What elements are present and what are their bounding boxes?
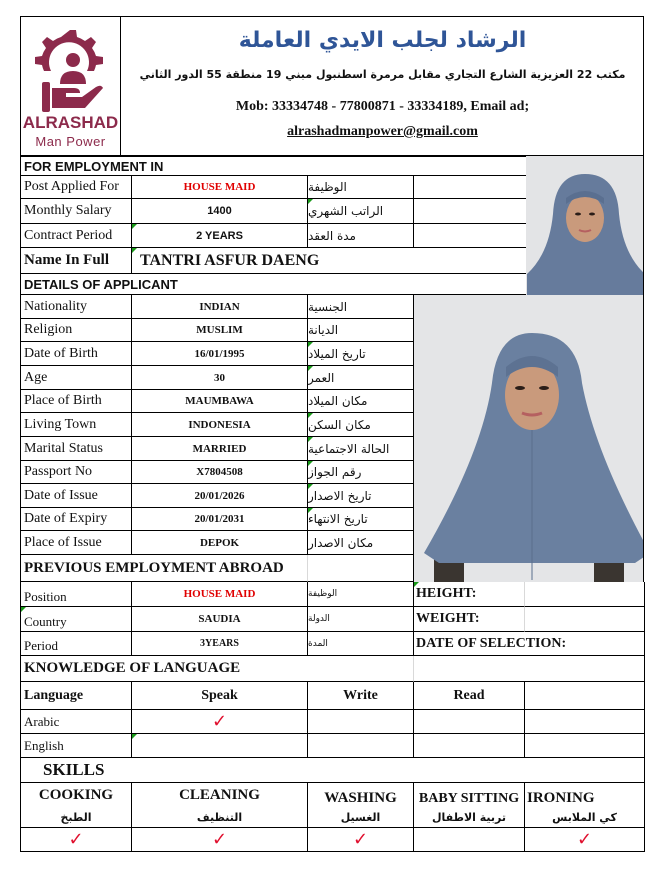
empty-cell (414, 199, 527, 224)
skill-baby-sitting: BABY SITTING (414, 783, 525, 807)
section-title: FOR EMPLOYMENT IN (21, 157, 527, 176)
field-label-arabic: الوظيفة (308, 176, 414, 199)
empty-cell (414, 224, 527, 248)
field-label-arabic: الحالة الاجتماعية (308, 437, 414, 461)
speak-cell (132, 734, 308, 758)
field-label-arabic: تاريخ الاصدار (308, 484, 414, 508)
form-row-prev-period (20, 632, 644, 656)
skills-header-row (20, 783, 644, 807)
section-skills (20, 758, 644, 783)
height-label: HEIGHT: (414, 582, 525, 607)
check-icon: ✓ (132, 710, 308, 734)
language-header-row (20, 682, 644, 710)
field-label: Living Town (21, 413, 132, 437)
skill-cooking: COOKING (21, 783, 132, 807)
full-body-image (414, 295, 644, 582)
skill-label-arabic: التنظيف (132, 807, 308, 828)
field-label-arabic: رقم الجواز (308, 461, 414, 484)
field-label: Date of Birth (21, 342, 132, 366)
column-header-read: Read (414, 682, 525, 710)
write-cell (308, 710, 414, 734)
skill-cleaning: CLEANING (132, 783, 308, 807)
applicant-portrait-photo (526, 156, 644, 295)
field-label-arabic: تاريخ الميلاد (308, 342, 414, 366)
field-value: MARRIED (132, 437, 308, 461)
portrait-image (526, 156, 644, 295)
check-icon: ✓ (21, 828, 132, 852)
field-label: Date of Issue (21, 484, 132, 508)
date-of-selection-label: DATE OF SELECTION: (414, 632, 645, 656)
empty-cell (525, 682, 645, 710)
field-value: 16/01/1995 (132, 342, 308, 366)
form-row-prev-position (20, 582, 644, 607)
skill-label-arabic: تربية الاطفال (414, 807, 525, 828)
field-value-salary: 1400 (132, 199, 308, 224)
field-value: 3YEARS (132, 632, 308, 656)
skill-label-arabic: الطبخ (21, 807, 132, 828)
form-row-prev-country (20, 607, 644, 632)
language-name: English (21, 734, 132, 758)
language-name: Arabic (21, 710, 132, 734)
check-icon: ✓ (132, 828, 308, 852)
field-label: Post Applied For (21, 176, 132, 199)
field-value: HOUSE MAID (132, 582, 308, 607)
field-label-arabic: الجنسية (308, 295, 414, 319)
language-row-arabic (20, 710, 644, 734)
weight-value (525, 607, 645, 632)
field-label: Marital Status (21, 437, 132, 461)
field-value: MUSLIM (132, 319, 308, 342)
gear-person-hand-icon (20, 22, 121, 122)
column-header-language: Language (21, 682, 132, 710)
field-value: DEPOK (132, 531, 308, 555)
skills-check-row (20, 828, 644, 852)
field-label: Passport No (21, 461, 132, 484)
field-value-full-name: TANTRI ASFUR DAENG (132, 248, 527, 274)
empty-cell (525, 710, 645, 734)
field-value: INDONESIA (132, 413, 308, 437)
field-label-arabic: تاريخ الانتهاء (308, 508, 414, 531)
section-title: SKILLS (21, 758, 645, 783)
write-cell (308, 734, 414, 758)
applicant-full-photo (413, 295, 644, 582)
field-label: Contract Period (21, 224, 132, 248)
field-value: 30 (132, 366, 308, 390)
field-value-contract: 2 YEARS (132, 224, 308, 248)
skill-ironing: IRONING (525, 783, 645, 807)
field-label: Age (21, 366, 132, 390)
field-label-arabic: مكان الاصدار (308, 531, 414, 555)
logo-name: ALRASHAD (22, 113, 119, 132)
logo-subtitle: Man Power (35, 134, 106, 149)
skill-washing: WASHING (308, 783, 414, 807)
field-label: Religion (21, 319, 132, 342)
contact-email-link[interactable]: alrashadmanpower@gmail.com (287, 124, 478, 139)
skill-label-arabic: كي الملابس (525, 807, 645, 828)
company-address-arabic: مكتب 22 العزيزية الشارع التجاري مقابل مرمرة اسطنبول مبني 19 منطقة 55 الدور الثاني (139, 68, 626, 81)
column-header-write: Write (308, 682, 414, 710)
company-title-arabic: الرشاد لجلب الايدي العاملة (238, 28, 527, 53)
field-label-arabic: مكان الميلاد (308, 390, 414, 413)
weight-label: WEIGHT: (414, 607, 525, 632)
check-icon: ✓ (525, 828, 645, 852)
field-label: Nationality (21, 295, 132, 319)
field-label: Period (21, 632, 132, 656)
field-label-arabic: الوظيفة (308, 582, 414, 607)
field-value: 20/01/2026 (132, 484, 308, 508)
field-label-arabic: الراتب الشهري (308, 199, 414, 224)
field-value: INDIAN (132, 295, 308, 319)
empty-cell (308, 555, 414, 582)
field-label-arabic: مدة العقد (308, 224, 414, 248)
read-cell (414, 710, 525, 734)
field-label-arabic: الدولة (308, 607, 414, 632)
skill-label-arabic: الغسيل (308, 807, 414, 828)
height-value (525, 582, 645, 607)
field-label-arabic: المدة (308, 632, 414, 656)
field-value: SAUDIA (132, 607, 308, 632)
field-value: 20/01/2031 (132, 508, 308, 531)
field-value: X7804508 (132, 461, 308, 484)
field-label: Position (21, 582, 132, 607)
empty-cell (525, 734, 645, 758)
section-title: PREVIOUS EMPLOYMENT ABROAD (21, 555, 308, 582)
field-label: Date of Expiry (21, 508, 132, 531)
field-label-arabic: مكان السكن (308, 413, 414, 437)
skills-arabic-row (20, 807, 644, 828)
section-title: KNOWLEDGE OF LANGUAGE (21, 656, 414, 682)
contact-mobile: Mob: 33334748 - 77800871 - 33334189, Email ad; (235, 99, 530, 114)
section-language (20, 656, 644, 682)
section-title: DETAILS OF APPLICANT (21, 274, 527, 295)
check-icon: ✓ (308, 828, 414, 852)
field-label-arabic: الديانة (308, 319, 414, 342)
language-row-english (20, 734, 644, 758)
empty-cell (414, 176, 527, 199)
field-label-arabic: العمر (308, 366, 414, 390)
field-label: Name In Full (21, 248, 132, 274)
check-cell-empty (414, 828, 525, 852)
read-cell (414, 734, 525, 758)
field-label: Place of Birth (21, 390, 132, 413)
field-label: Country (21, 607, 132, 632)
field-value: MAUMBAWA (132, 390, 308, 413)
field-label: Place of Issue (21, 531, 132, 555)
field-label: Monthly Salary (21, 199, 132, 224)
column-header-speak: Speak (132, 682, 308, 710)
field-value-post: HOUSE MAID (132, 176, 308, 199)
empty-cell (414, 656, 645, 682)
